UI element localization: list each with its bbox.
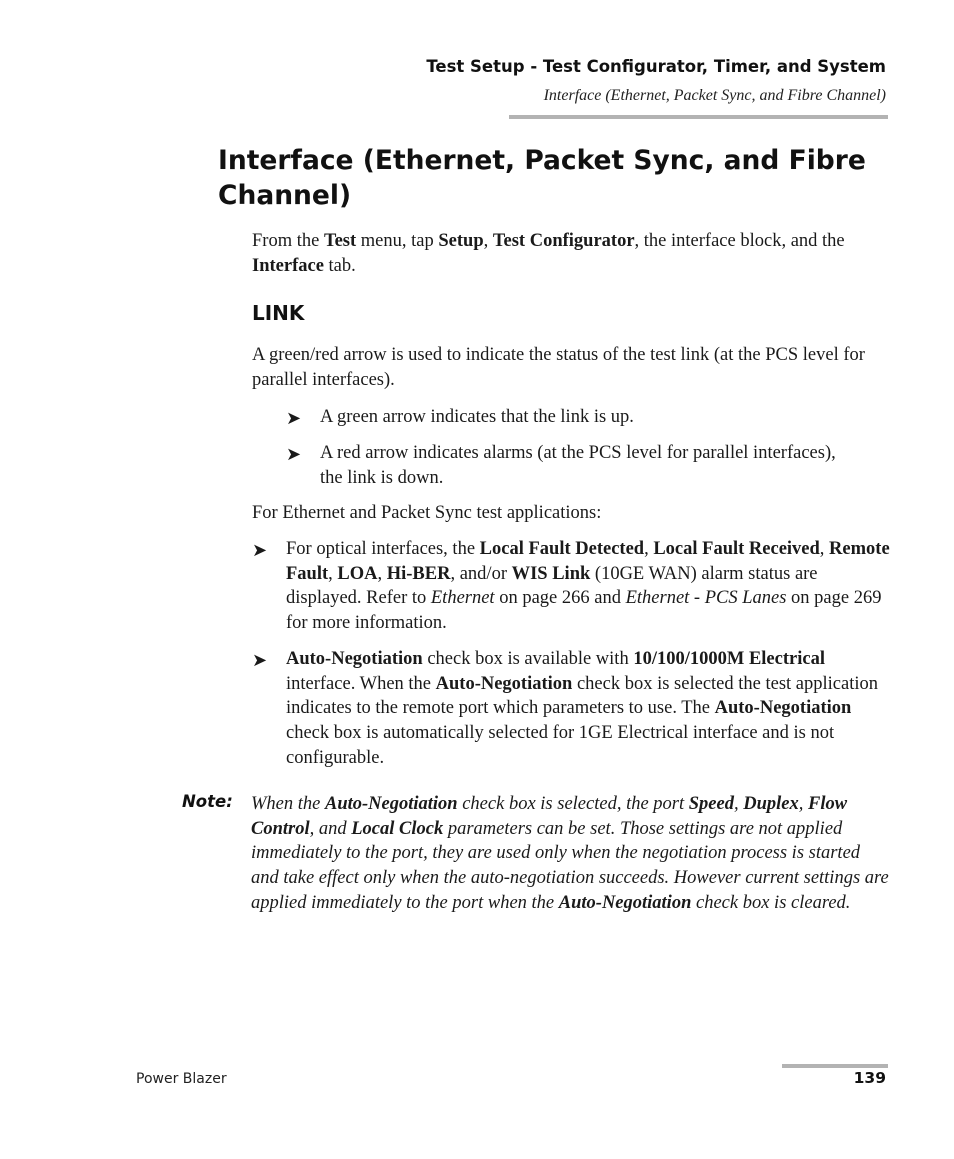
bold-text-run: LOA xyxy=(337,563,378,584)
text-run: (10GE WAN) alarm status are displayed. Refer to xyxy=(286,563,818,609)
text-run: , and/or xyxy=(450,563,512,584)
bold-text-run: Auto-Negotiation xyxy=(558,892,692,913)
bold-text-run: Hi-BER xyxy=(386,563,451,584)
text-run: , xyxy=(798,794,808,814)
text-run: , xyxy=(644,539,654,559)
bold-text-run: Auto-Negotiation xyxy=(435,673,573,694)
text-run: on page 266 and xyxy=(494,588,626,609)
bullet-arrow-icon: ➤ xyxy=(286,408,302,428)
text-run: parameters can be set. Those settings are not applied immediately to the port, they are used only when the negotiation process is started and take effect only when the auto-negotiation succeeds. However current settings are applied immediately to the port when the xyxy=(251,818,889,913)
bold-text-run: WIS Link xyxy=(511,563,591,584)
bold-text-run: Speed xyxy=(688,794,734,814)
link-bullet-item: A green arrow indicates that the link is up. xyxy=(320,407,634,427)
running-header-subtitle: Interface (Ethernet, Packet Sync, and Fibre Channel) xyxy=(543,87,886,104)
bold-text-run: Auto-Negotiation xyxy=(714,698,852,719)
bold-text-run: Remote Fault xyxy=(286,539,890,584)
footer-rule xyxy=(782,1064,888,1068)
text-run: From the xyxy=(252,231,324,251)
bullet-arrow-icon: ➤ xyxy=(286,444,302,464)
text-run: check box is selected the test application indicates to the remote port which parameters to use. The xyxy=(286,673,878,719)
text-run: check box is selected, the port xyxy=(457,794,689,814)
text-run: check box is automatically selected for 1GE Electrical interface and is not configurable. xyxy=(286,723,835,768)
italic-text-run: Ethernet xyxy=(430,588,495,609)
link-intro-paragraph: A green/red arrow is used to indicate the status of the test link (at the PCS level for parallel interfaces). xyxy=(252,345,865,390)
bold-text-run: Setup xyxy=(438,231,484,251)
header-rule xyxy=(509,115,888,119)
bold-text-run: Test xyxy=(323,231,357,251)
bold-text-run: Auto-Negotiation xyxy=(324,794,458,814)
footer-product-name: Power Blazer xyxy=(136,1071,227,1087)
bold-text-run: 10/100/1000M Electrical xyxy=(633,649,825,669)
bold-text-run: Duplex xyxy=(743,794,799,814)
text-run: , xyxy=(483,231,493,251)
section-title: Interface (Ethernet, Packet Sync, and Fibre Channel) xyxy=(218,145,866,211)
bold-text-run: Auto-Negotiation xyxy=(286,649,423,669)
ethernet-bullet-item xyxy=(286,537,892,636)
text-run: check box is cleared. xyxy=(691,892,851,913)
text-run: , and xyxy=(309,818,352,839)
italic-text-run: Ethernet - PCS Lanes xyxy=(625,588,787,609)
text-run: , xyxy=(733,794,744,814)
text-run: For optical interfaces, the xyxy=(286,539,480,559)
bold-text-run: Local Fault Detected xyxy=(479,539,645,559)
bold-text-run: Test Configurator xyxy=(492,231,635,251)
running-header-title: Test Setup - Test Configurator, Timer, and System xyxy=(426,57,886,76)
text-run: check box is available with xyxy=(422,649,634,669)
bold-text-run: Interface xyxy=(252,255,324,276)
link-heading: LINK xyxy=(252,301,305,325)
ethernet-intro-paragraph: For Ethernet and Packet Sync test applications: xyxy=(252,503,602,523)
ethernet-bullet-item xyxy=(286,647,892,771)
text-run: tab. xyxy=(323,255,356,276)
text-run: on page 269 for more information. xyxy=(286,588,882,634)
bold-text-run: Local Clock xyxy=(351,818,444,839)
page-number: 139 xyxy=(853,1069,886,1087)
bullet-arrow-icon: ➤ xyxy=(252,650,268,670)
text-run: , xyxy=(377,563,387,584)
intro-paragraph xyxy=(252,229,872,278)
text-run: , xyxy=(328,563,338,584)
text-run: , the interface block, and the xyxy=(634,231,845,251)
text-run: interface. When the xyxy=(286,673,436,694)
link-bullet-item: A red arrow indicates alarms (at the PCS level for parallel interfaces), the link is down. xyxy=(320,443,836,488)
text-run: menu, tap xyxy=(356,231,439,251)
note-paragraph xyxy=(251,792,891,916)
text-run: , xyxy=(819,539,830,559)
text-run: When the xyxy=(251,794,325,814)
bold-text-run: Flow Control xyxy=(251,794,848,839)
bold-text-run: Local Fault Received xyxy=(653,539,820,559)
bullet-arrow-icon: ➤ xyxy=(252,540,268,560)
note-label: Note: xyxy=(182,792,233,811)
